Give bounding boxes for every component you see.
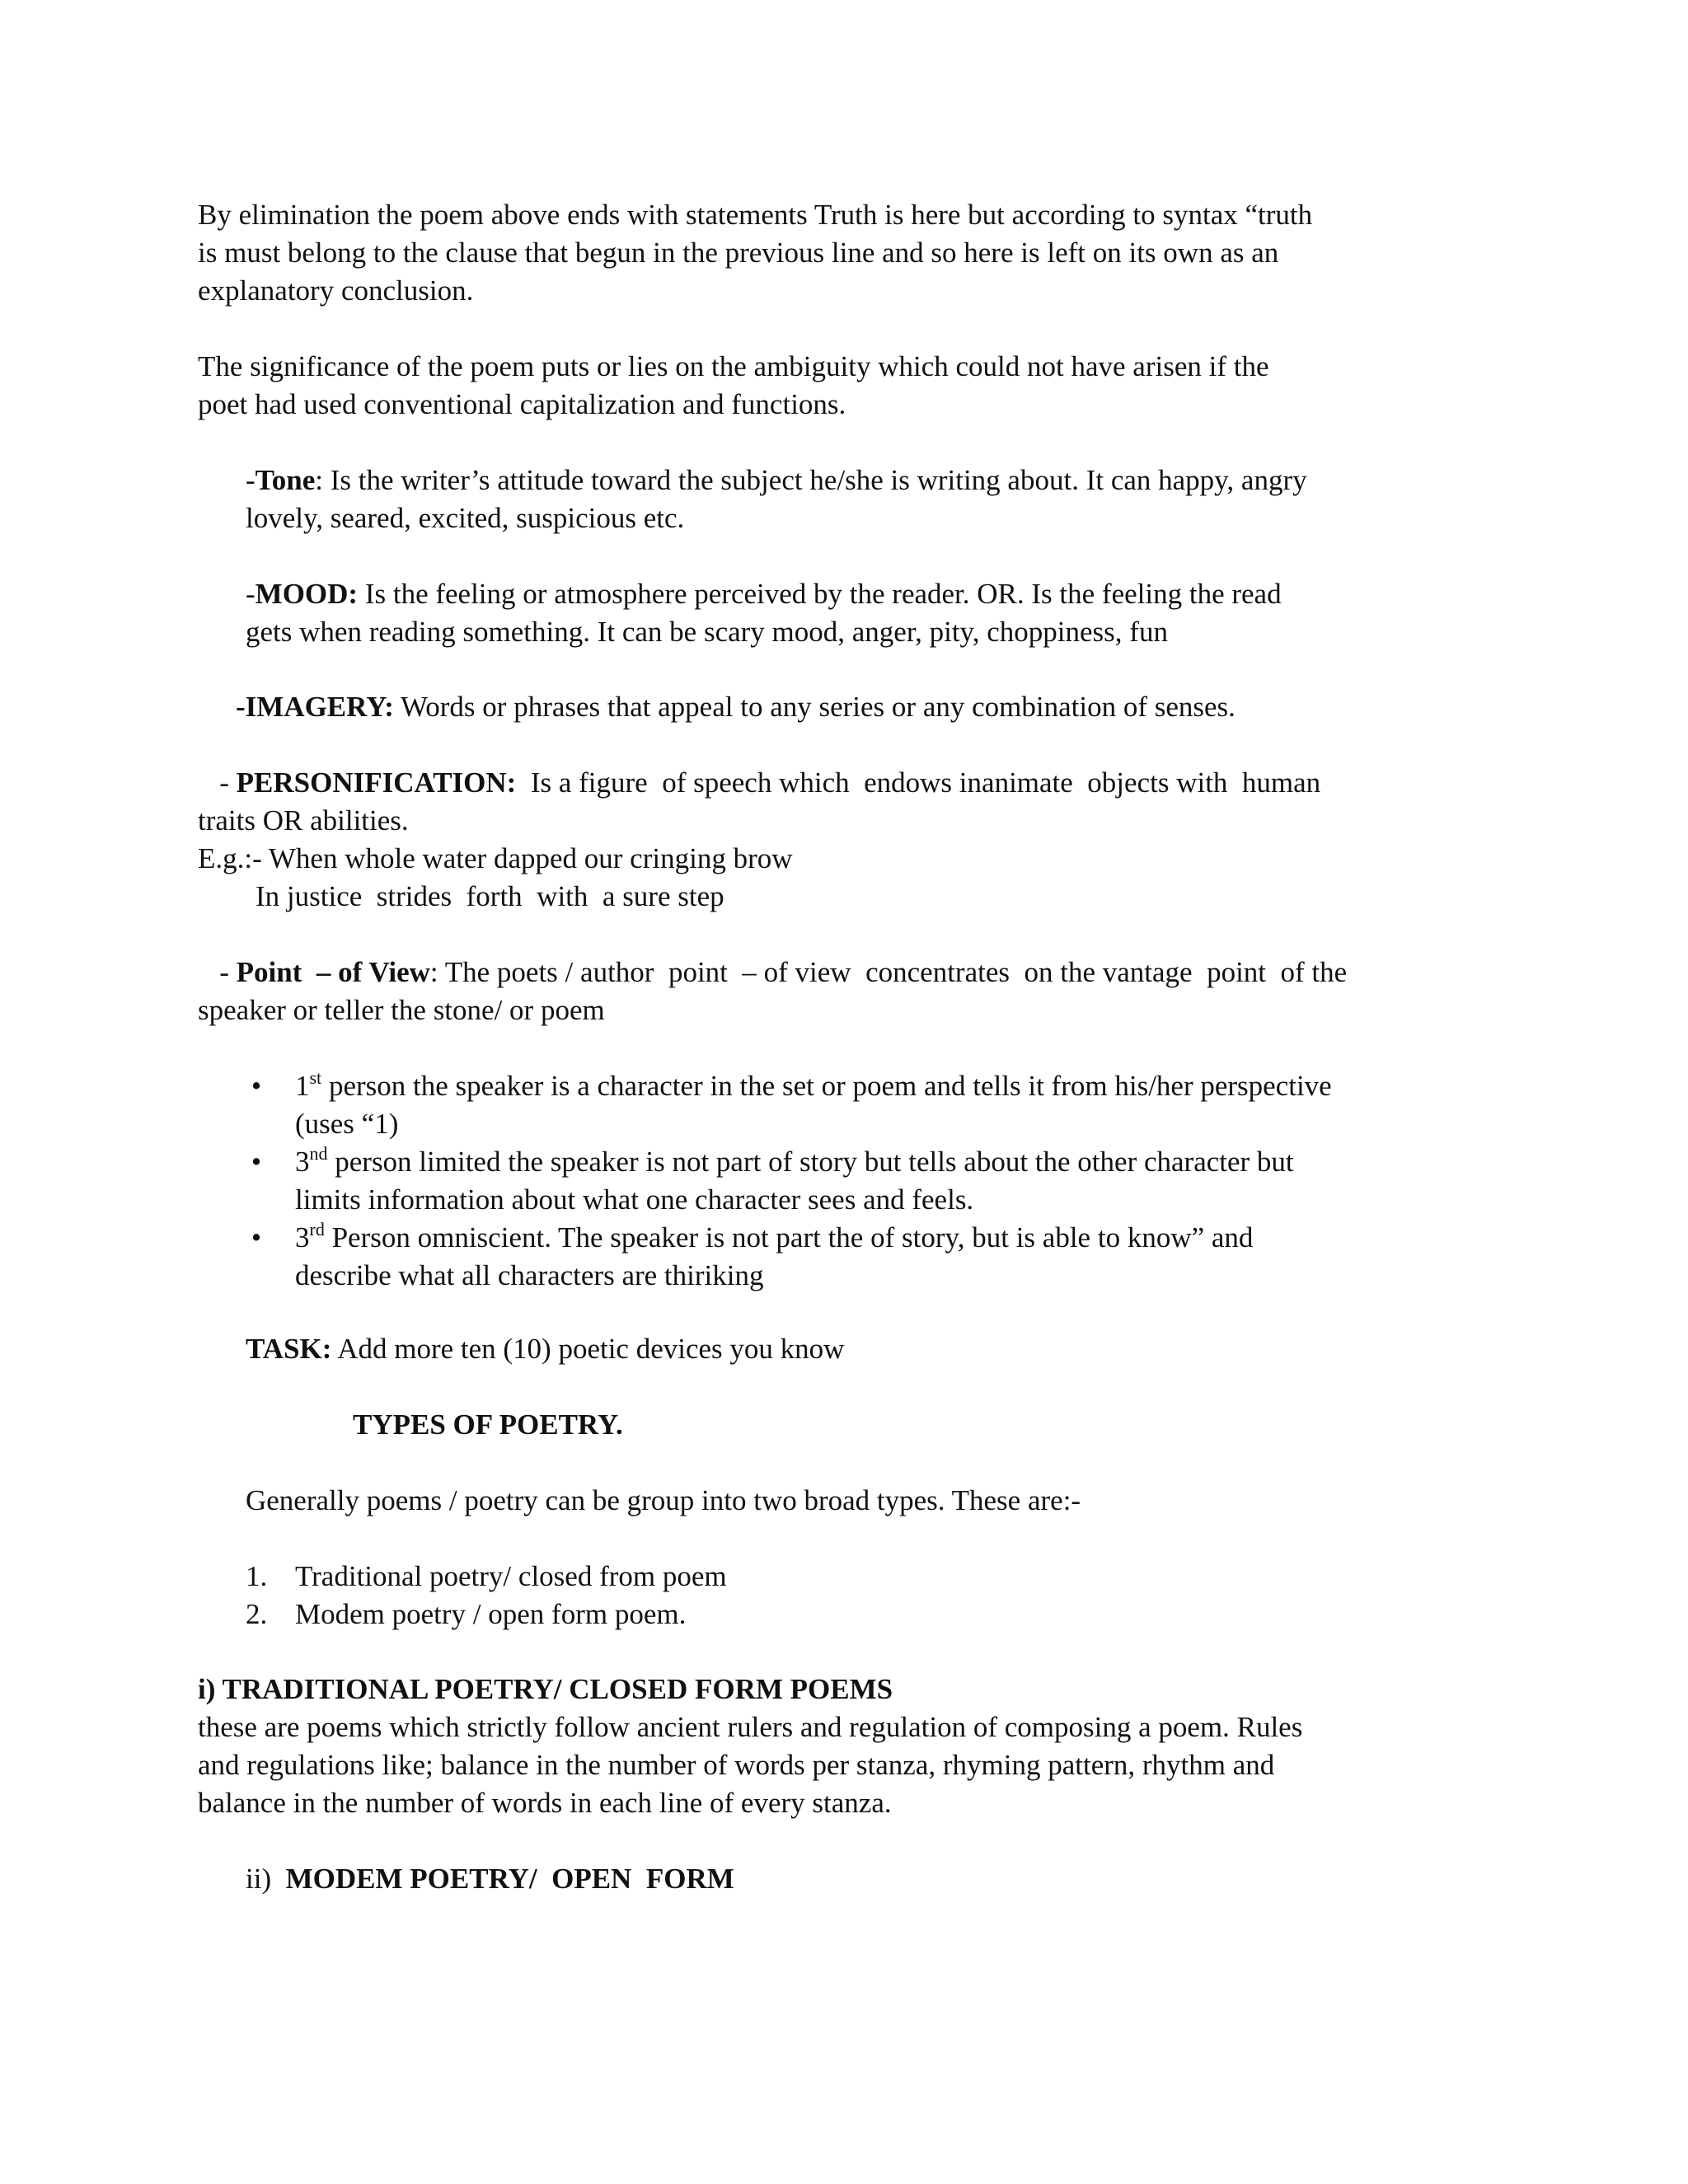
list-item: 2. Modem poetry / open form poem. <box>198 1596 1484 1633</box>
text-line: balance in the number of words in each line of every stanza. <box>198 1787 892 1819</box>
term-tone: Tone <box>255 464 316 496</box>
list-item: • 1st person the speaker is a character in the set or poem and tells it from his/her perspective (uses “1) <box>198 1067 1484 1143</box>
term-imagery: -IMAGERY: <box>236 691 394 723</box>
point-of-view-list <box>198 1067 1484 1295</box>
types-list <box>198 1558 1484 1633</box>
task-line: TASK: Add more ten (10) poetic devices you know <box>246 1333 845 1365</box>
text-line: By elimination the poem above ends with statements Truth is here but according to syntax “truth <box>198 199 1313 231</box>
list-item: 1. Traditional poetry/ closed from poem <box>198 1558 1484 1596</box>
definition-tone: -Tone: Is the writer’s attitude toward the subject he/she is writing about. It can happy, angry lovely, seared, excited, suspicious etc. <box>246 462 1531 537</box>
section-heading: TYPES OF POETRY. <box>353 1408 623 1441</box>
text-line: speaker or teller the stone/ or poem <box>198 994 605 1026</box>
text-line: lovely, seared, excited, suspicious etc. <box>246 502 685 534</box>
text-line: (uses “1) <box>295 1108 399 1140</box>
text-line: describe what all characters are thiriking <box>295 1259 764 1291</box>
definition-imagery: -IMAGERY: Words or phrases that appeal to any series or any combination of senses. <box>236 691 1236 723</box>
paragraph-significance <box>198 348 1484 424</box>
task-label: TASK: <box>246 1333 332 1365</box>
text-line: Generally poems / poetry can be group into two broad types. These are:- <box>246 1484 1081 1516</box>
term-mood: MOOD: <box>255 578 359 610</box>
paragraph-elimination <box>198 196 1484 310</box>
text-line: is must belong to the clause that begun in the previous line and so here is left on its own as an <box>198 237 1279 269</box>
types-heading <box>353 1406 1639 1444</box>
text-line: and regulations like; balance in the number of words per stanza, rhyming pattern, rhythm and <box>198 1749 1275 1781</box>
bullet-icon: • <box>251 1146 262 1178</box>
bullet-icon: • <box>251 1070 262 1102</box>
text-line: The significance of the poem puts or lies on the ambiguity which could not have arisen if the <box>198 350 1269 382</box>
section-heading: MODEM POETRY/ OPEN FORM <box>285 1863 734 1895</box>
text-line: traits OR abilities. <box>198 804 409 837</box>
list-item: • 3rd Person omniscient. The speaker is not part the of story, but is able to know” and describe what all characters are thiriking <box>198 1219 1484 1295</box>
section-modern: ii) MODEM POETRY/ OPEN FORM <box>246 1863 734 1895</box>
definition-personification: - PERSONIFICATION: Is a figure of speech which endows inanimate objects with human traits OR abilities. E.g.:- When whole water dapped our cringing brow In justice strides forth with a sure step <box>198 764 1484 916</box>
list-number: 1. <box>246 1560 268 1592</box>
section-heading: i) TRADITIONAL POETRY/ CLOSED FORM POEMS <box>198 1673 893 1705</box>
text-line: gets when reading something. It can be scary mood, anger, pity, choppiness, fun <box>246 616 1168 648</box>
list-number: 2. <box>246 1598 268 1630</box>
text-line: poet had used conventional capitalization and functions. <box>198 388 846 420</box>
section-traditional <box>198 1671 1484 1822</box>
example-line: In justice strides forth with a sure step <box>198 880 724 912</box>
term-point-of-view: Point – of View <box>236 956 430 988</box>
definition-mood: -MOOD: Is the feeling or atmosphere perceived by the reader. OR. Is the feeling the read gets when reading something. It can be scary mood, anger, pity, choppiness, fun <box>246 575 1531 651</box>
bullet-icon: • <box>251 1221 262 1254</box>
example-line: E.g.:- When whole water dapped our cringing brow <box>198 842 793 874</box>
term-personification: PERSONIFICATION: <box>236 766 517 799</box>
text-line: these are poems which strictly follow ancient rulers and regulation of composing a poem. Rules <box>198 1711 1303 1743</box>
list-item: • 3nd person limited the speaker is not part of story but tells about the other character but limits information about what one character sees and feels. <box>198 1143 1484 1219</box>
text-line: explanatory conclusion. <box>198 274 474 307</box>
definition-point-of-view: - Point – of View: The poets / author point – of view concentrates on the vantage point of the speaker or teller the stone/ or poem <box>198 954 1484 1029</box>
text-line: limits information about what one character sees and feels. <box>295 1183 974 1216</box>
types-intro <box>246 1482 1531 1520</box>
